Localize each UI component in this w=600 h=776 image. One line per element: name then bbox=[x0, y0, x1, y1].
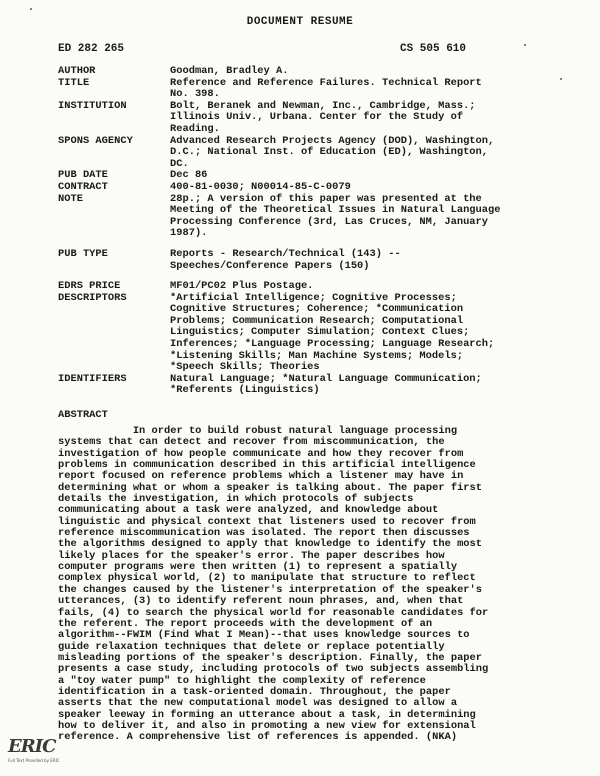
abstract-line: investigation of how people communicate and how they recover from bbox=[58, 447, 464, 460]
field-label: AUTHOR bbox=[58, 65, 96, 77]
abstract-line: utterances, (3) to identify referent noun phrases, and, when that bbox=[58, 595, 464, 608]
field-row bbox=[58, 136, 578, 171]
field-value bbox=[170, 194, 578, 240]
field-value-line: Linguistics; Computer Simulation; Context Clues; bbox=[170, 326, 470, 339]
field-label: SPONS AGENCY bbox=[58, 134, 133, 147]
field-row bbox=[58, 66, 578, 78]
field-row bbox=[58, 182, 578, 194]
field-value-line: MF01/PC02 Plus Postage. bbox=[170, 280, 314, 293]
abstract-line: problems in communication described in this artificial intelligence bbox=[58, 459, 476, 472]
abstract-line: systems that can detect and recover from miscommunication, the bbox=[58, 436, 445, 449]
abstract-line: linguistic and physical context that listeners used to recover from bbox=[58, 515, 476, 528]
abstract-line: presents a case study, including protocols of two subjects assembling bbox=[58, 663, 489, 676]
eric-logo: ERIC bbox=[8, 736, 56, 757]
abstract-line: communicating about a task were analyzed, and knowledge about bbox=[58, 504, 439, 517]
field-value bbox=[170, 66, 578, 78]
field-row bbox=[58, 281, 578, 293]
field-value-line: 400-81-0030; N00014-85-C-0079 bbox=[170, 180, 351, 193]
field-value-line: Problems; Communication Research; Computational bbox=[170, 314, 464, 327]
field-value-line: *Referents (Linguistics) bbox=[170, 384, 320, 397]
field-value-line: Illinois Univ., Urbana. Center for the Study of bbox=[170, 111, 464, 124]
scan-speck bbox=[30, 8, 32, 10]
scan-speck bbox=[524, 44, 526, 46]
abstract-line: asserts that the new computational model was designed to allow a bbox=[58, 697, 458, 710]
abstract-line: the changes caused by the listener's interpretation of the speaker's bbox=[58, 583, 483, 596]
abstract-line: a "toy water pump" to highlight the complexity of reference bbox=[58, 674, 426, 687]
abstract-line: determining what or whom a speaker is talking about. The paper first bbox=[58, 481, 483, 494]
field-value bbox=[170, 281, 578, 293]
abstract-line: speaker leeway in forming an utterance about a task, in determining bbox=[58, 708, 476, 721]
field-label: EDRS PRICE bbox=[58, 280, 121, 293]
field-value-line: *Artificial Intelligence; Cognitive Processes; bbox=[170, 291, 457, 304]
abstract-line: the referent. The report proceeds with the development of an bbox=[58, 617, 433, 630]
scan-speck bbox=[560, 78, 562, 80]
field-value bbox=[170, 101, 578, 136]
field-label: CONTRACT bbox=[58, 180, 108, 193]
field-value bbox=[170, 374, 578, 397]
field-row bbox=[58, 78, 578, 101]
field-label: IDENTIFIERS bbox=[58, 372, 127, 385]
abstract-line: algorithm--FWIM (Find What I Mean)--that uses knowledge sources to bbox=[58, 629, 470, 642]
field-value-line: Natural Language; *Natural Language Communication; bbox=[170, 372, 482, 385]
field-label: INSTITUTION bbox=[58, 99, 127, 112]
cs-number: CS 505 610 bbox=[400, 43, 467, 55]
field-value bbox=[170, 249, 578, 272]
abstract-line: report focused on reference problems which a listener may have in bbox=[58, 470, 464, 483]
eric-logo-subtext: Full Text Provided by ERIC bbox=[8, 758, 60, 763]
field-value-line: 1987). bbox=[170, 227, 208, 240]
field-value-line: Processing Conference (3rd, Las Cruces, NM, January bbox=[170, 215, 489, 228]
field-value-line: Bolt, Beranek and Newman, Inc., Cambridge, Mass.; bbox=[170, 99, 476, 112]
abstract-line: misleading portions of the speaker's description. Finally, the paper bbox=[58, 651, 483, 664]
abstract-line: fails, (4) to search the physical world for reasonable candidates for bbox=[58, 606, 489, 619]
field-value bbox=[170, 78, 578, 101]
abstract-line: identification in a task-oriented domain. Throughout, the paper bbox=[58, 685, 451, 698]
field-value-line: Dec 86 bbox=[170, 169, 208, 182]
metadata-fields bbox=[58, 66, 578, 397]
abstract-line: reference miscommunication was isolated. The report then discusses bbox=[58, 527, 470, 540]
abstract-label: ABSTRACT bbox=[58, 409, 108, 421]
abstract-line: likely places for the speaker's error. The paper describes how bbox=[58, 549, 445, 562]
field-value bbox=[170, 136, 578, 171]
abstract-line: computer programs were then written (1) to represent a spatially bbox=[58, 561, 458, 574]
field-value-line: Reading. bbox=[170, 122, 220, 135]
field-value-line: Reference and Reference Failures. Technical Report bbox=[170, 76, 482, 89]
field-value-line: *Listening Skills; Man Machine Systems; Models; bbox=[170, 349, 464, 362]
abstract-line: In order to build robust natural language processing bbox=[58, 425, 458, 437]
field-value-line: Speeches/Conference Papers (150) bbox=[170, 259, 370, 272]
field-value-line: 28p.; A version of this paper was presented at the bbox=[170, 192, 482, 205]
field-row bbox=[58, 194, 578, 240]
abstract-body bbox=[58, 426, 598, 744]
field-label: TITLE bbox=[58, 76, 90, 89]
document-title: DOCUMENT RESUME bbox=[246, 16, 354, 28]
field-label: PUB TYPE bbox=[58, 247, 108, 260]
field-row bbox=[58, 249, 578, 272]
field-value bbox=[170, 182, 578, 194]
field-row bbox=[58, 293, 578, 374]
field-label: PUB DATE bbox=[58, 169, 108, 182]
abstract-line: guide relaxation techniques that delete or replace potentially bbox=[58, 640, 445, 653]
field-value-line: DC. bbox=[170, 157, 189, 170]
field-value-line: Goodman, Bradley A. bbox=[170, 65, 289, 77]
field-value-line: No. 398. bbox=[170, 88, 220, 101]
field-value-line: Meeting of the Theoretical Issues in Natural Language bbox=[170, 204, 501, 217]
ed-number: ED 282 265 bbox=[58, 43, 125, 55]
abstract-line: the algorithms designed to apply that knowledge to identify the most bbox=[58, 538, 483, 551]
field-row bbox=[58, 101, 578, 136]
field-row bbox=[58, 374, 578, 397]
field-value-line: *Speech Skills; Theories bbox=[170, 361, 320, 374]
field-label: NOTE bbox=[58, 192, 83, 205]
abstract-line: reference. A comprehensive list of references is appended. (NKA) bbox=[58, 731, 458, 744]
field-value-line: Reports - Research/Technical (143) -- bbox=[170, 247, 401, 260]
abstract-line: details the investigation, in which protocols of subjects bbox=[58, 493, 414, 506]
field-value-line: D.C.; National Inst. of Education (ED), Washington, bbox=[170, 146, 489, 159]
abstract-line: complex physical world, (2) to manipulate that structure to reflect bbox=[58, 572, 476, 585]
field-label: DESCRIPTORS bbox=[58, 291, 127, 304]
field-value bbox=[170, 293, 578, 374]
field-value-line: Cognitive Structures; Coherence; *Communication bbox=[170, 303, 464, 316]
field-value-line: Advanced Research Projects Agency (DOD), Washington, bbox=[170, 134, 495, 147]
abstract-line: how to deliver it, and also in promoting a new view for extensional bbox=[58, 719, 476, 732]
field-value-line: Inferences; *Language Processing; Language Research; bbox=[170, 338, 495, 351]
